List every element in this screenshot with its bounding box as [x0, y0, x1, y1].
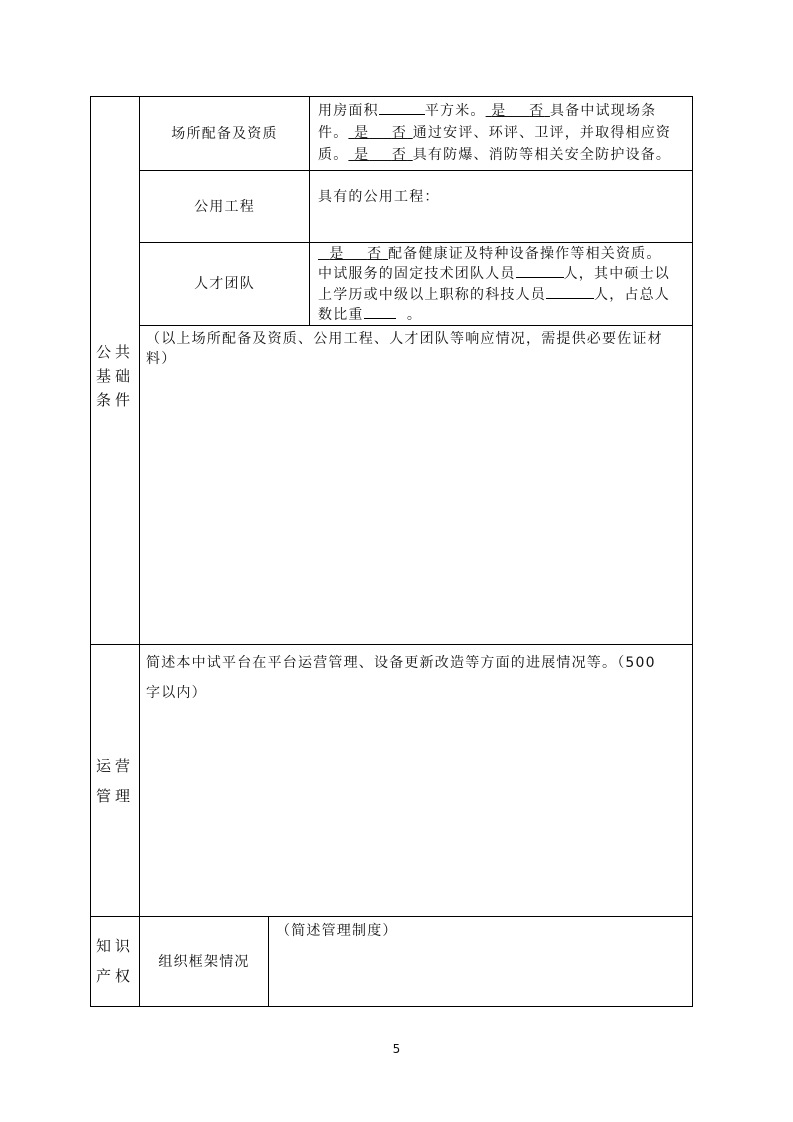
venue-label: 场所配备及资质: [171, 125, 278, 142]
label-line: 基础: [95, 367, 134, 385]
label-line: 公共: [95, 343, 134, 361]
talent-line-2: 中试服务的固定技术团队人员 人，其中硕士以: [318, 263, 670, 285]
label-line: 知识: [95, 937, 134, 955]
ip-sub-label-cell: [139, 916, 269, 1007]
ip-label: [90, 934, 140, 988]
talent-line-4: 数比重 。: [318, 304, 422, 326]
public-works-label-cell: [139, 170, 310, 243]
ip-text: （简述管理制度）: [276, 923, 398, 939]
yes-no-option[interactable]: 是 否: [354, 147, 408, 163]
yes-no-option[interactable]: 是 否: [354, 125, 408, 141]
label-line: 管理: [95, 787, 134, 805]
ratio-blank[interactable]: [364, 304, 396, 319]
operations-content-cell[interactable]: [139, 644, 693, 917]
public-works-text: 具有的公用工程：: [318, 189, 440, 205]
team-count-blank[interactable]: [516, 263, 564, 278]
page-number: 5: [392, 1042, 401, 1056]
evidence-note-line-2: 料）: [146, 351, 177, 367]
evidence-note-cell[interactable]: [139, 325, 693, 645]
venue-line-1: 用房面积 平方米。 是 否 具备中试现场条: [318, 100, 656, 122]
staff-count-blank[interactable]: [546, 284, 594, 299]
operations-text-line-1: 简述本中试平台在平台运营管理、设备更新改造等方面的进展情况等。（500: [146, 655, 656, 671]
ip-sub-label: 组织框架情况: [158, 953, 250, 970]
public-works-label: 公用工程: [194, 198, 255, 215]
yes-no-option[interactable]: 是 否: [329, 246, 383, 262]
talent-line-1: 是 否 配备健康证及特种设备操作等相关资质。: [318, 243, 662, 265]
yes-no-option[interactable]: 是 否: [491, 103, 545, 119]
venue-line-2: 件。 是 否 通过安评、环评、卫评，并取得相应资: [318, 125, 672, 141]
label-line: 运营: [95, 757, 134, 775]
talent-line-3: 上学历或中级以上职称的科技人员 人，占总人: [318, 284, 670, 306]
talent-label-cell: [139, 242, 310, 326]
operations-text-line-2: 字以内）: [146, 685, 207, 701]
label-line: 条件: [95, 391, 134, 409]
venue-line-3: 质。 是 否 具有防爆、消防等相关安全防护设备。: [318, 147, 672, 163]
talent-label: 人才团队: [194, 276, 255, 292]
evidence-note-line-1: （以上场所配备及资质、公用工程、人才团队等响应情况，需提供必要佐证材: [146, 331, 663, 347]
operations-label: [90, 754, 140, 808]
venue-label-cell: [139, 96, 310, 171]
label-line: 产权: [95, 967, 134, 985]
area-blank[interactable]: [379, 100, 425, 115]
public-conditions-label: [90, 340, 140, 412]
